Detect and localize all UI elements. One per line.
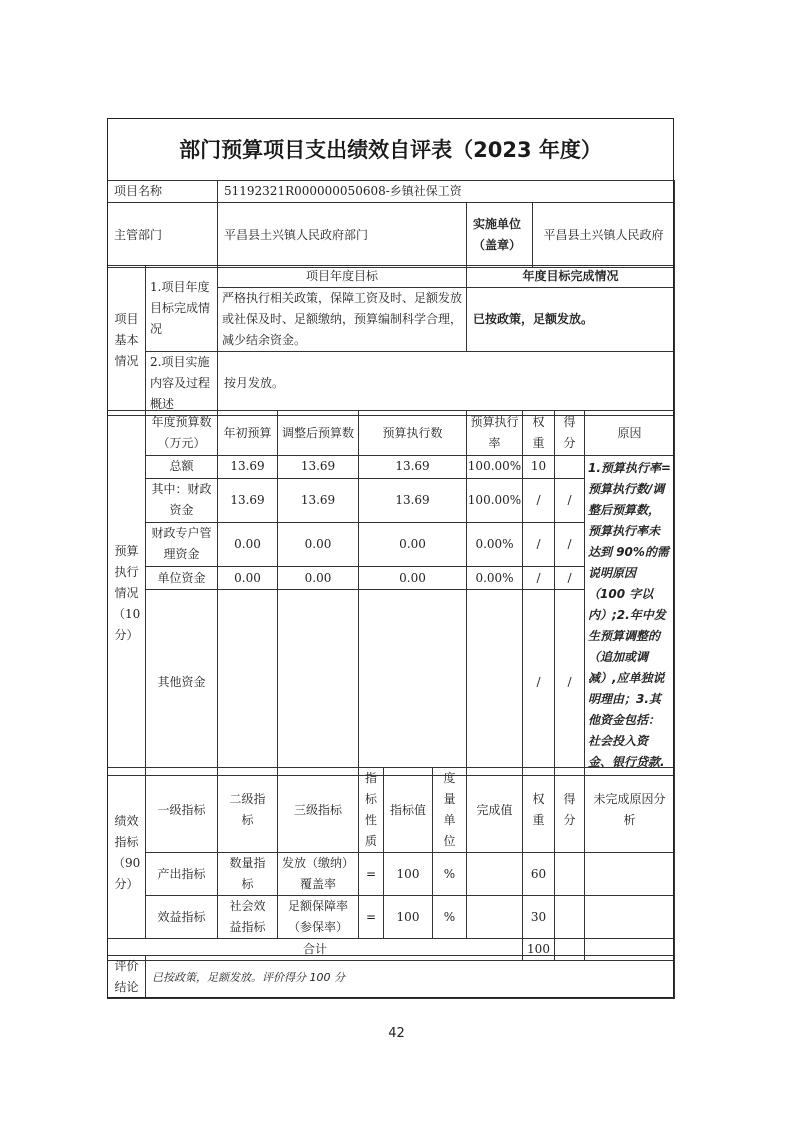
row-weight: 10 (523, 456, 555, 479)
goal-label: 1.项目年度目标完成情况 (146, 266, 218, 352)
basic-section-label: 项目基本情况 (108, 266, 146, 416)
row-score: / (555, 590, 585, 776)
header-actual: 完成值 (467, 768, 523, 853)
row-adjusted: 13.69 (278, 456, 359, 479)
header-unit: 度量单位 (433, 768, 467, 853)
row-name: 财政专户管理资金 (146, 522, 218, 566)
header-level1: 一级指标 (146, 768, 218, 853)
row-initial: 0.00 (218, 566, 278, 590)
row-level3: 发放（缴纳）覆盖率 (278, 853, 359, 896)
row-score (555, 896, 585, 939)
row-score: / (555, 478, 585, 522)
impl-text: 按月发放。 (218, 352, 675, 416)
row-value: 100 (384, 853, 433, 896)
header-level2: 二级指标 (218, 768, 278, 853)
row-initial (218, 590, 278, 776)
row-adjusted: 0.00 (278, 522, 359, 566)
header-score: 得分 (555, 768, 585, 853)
row-level2: 数量指标 (218, 853, 278, 896)
row-unit: % (433, 853, 467, 896)
row-reason (585, 896, 675, 939)
impl-unit-value: 平昌县土兴镇人民政府 (533, 203, 675, 268)
row-adjusted (278, 590, 359, 776)
row-rate: 100.00% (467, 456, 523, 479)
row-score: / (555, 566, 585, 590)
row-executed: 0.00 (359, 522, 467, 566)
header-reason: 未完成原因分析 (585, 768, 675, 853)
row-weight: 30 (523, 896, 555, 939)
row-name: 单位资金 (146, 566, 218, 590)
row-name: 其中：财政资金 (146, 478, 218, 522)
header-nature: 指标性质 (359, 768, 384, 853)
indicator-row (108, 853, 675, 896)
completion-header: 年度目标完成情况 (467, 266, 675, 288)
reason-text: 1.预算执行率=预算执行数/调整后预算数，预算执行率未达到 90%的需说明原因（100 字以内）;2.年中发生预算调整的（追加或调减）,应单独说明理由；3.其他资金包括：社会投入资金、银行贷款. (585, 456, 675, 776)
header-rate: 预算执行率 (467, 411, 523, 456)
row-level3: 足额保障率（参保率） (278, 896, 359, 939)
row-actual (467, 896, 523, 939)
row-initial: 13.69 (218, 456, 278, 479)
row-weight: / (523, 566, 555, 590)
header-adjusted: 调整后预算数 (278, 411, 359, 456)
row-executed: 0.00 (359, 566, 467, 590)
row-weight: / (523, 590, 555, 776)
row-score (555, 853, 585, 896)
budget-row (108, 456, 675, 479)
row-weight: 60 (523, 853, 555, 896)
row-nature: = (359, 896, 384, 939)
impl-unit-label: 实施单位（盖章） (467, 203, 533, 268)
dept-value: 平昌县土兴镇人民政府部门 (218, 203, 467, 268)
row-value: 100 (384, 896, 433, 939)
conclusion-table (107, 955, 675, 999)
total-label: 合计 (108, 939, 523, 961)
header-reason: 原因 (585, 411, 675, 456)
row-initial: 0.00 (218, 522, 278, 566)
row-initial: 13.69 (218, 478, 278, 522)
row-rate: 0.00% (467, 522, 523, 566)
dept-label: 主管部门 (108, 203, 218, 268)
row-rate: 100.00% (467, 478, 523, 522)
row-executed (359, 590, 467, 776)
header-annual: 年度预算数（万元） (146, 411, 218, 456)
budget-section-label: 预算执行情况（10分） (108, 411, 146, 776)
project-name-label: 项目名称 (108, 181, 218, 203)
indicator-row (108, 896, 675, 939)
row-actual (467, 853, 523, 896)
indicators-table (107, 767, 675, 961)
header-weight: 权重 (523, 411, 555, 456)
indicators-section-label: 绩效指标（90分） (108, 768, 146, 939)
budget-table (107, 410, 675, 776)
header-executed: 预算执行数 (359, 411, 467, 456)
row-adjusted: 0.00 (278, 566, 359, 590)
conclusion-text: 已按政策，足额发放。评价得分 100 分 (146, 956, 675, 999)
conclusion-label: 评价结论 (108, 956, 146, 999)
header-value: 指标值 (384, 768, 433, 853)
header-score: 得分 (555, 411, 585, 456)
project-name-value: 51192321R000000050608-乡镇社保工资 (218, 181, 675, 203)
row-level2: 社会效益指标 (218, 896, 278, 939)
impl-label: 2.项目实施内容及过程概述 (146, 352, 218, 416)
row-executed: 13.69 (359, 478, 467, 522)
row-score: / (555, 522, 585, 566)
row-name: 其他资金 (146, 590, 218, 776)
row-unit: % (433, 896, 467, 939)
row-level1: 效益指标 (146, 896, 218, 939)
row-name: 总额 (146, 456, 218, 479)
row-rate (467, 590, 523, 776)
total-weight: 100 (523, 939, 555, 961)
row-adjusted: 13.69 (278, 478, 359, 522)
goal-header: 项目年度目标 (218, 266, 467, 288)
row-weight: / (523, 522, 555, 566)
basic-situation-table (107, 265, 675, 416)
header-info-table (107, 180, 675, 268)
row-level1: 产出指标 (146, 853, 218, 896)
row-nature: = (359, 853, 384, 896)
row-weight: / (523, 478, 555, 522)
row-rate: 0.00% (467, 566, 523, 590)
row-reason (585, 853, 675, 896)
header-weight: 权重 (523, 768, 555, 853)
row-score (555, 456, 585, 479)
page-title: 部门预算项目支出绩效自评表（2023 年度） (179, 138, 602, 162)
header-level3: 三级指标 (278, 768, 359, 853)
completion-text: 已按政策，足额发放。 (467, 288, 675, 352)
page-number: 42 (388, 1026, 405, 1041)
header-initial: 年初预算 (218, 411, 278, 456)
row-executed: 13.69 (359, 456, 467, 479)
goal-text: 严格执行相关政策，保障工资及时、足额发放或社保及时、足额缴纳，预算编制科学合理，减少结余资金。 (218, 288, 467, 352)
